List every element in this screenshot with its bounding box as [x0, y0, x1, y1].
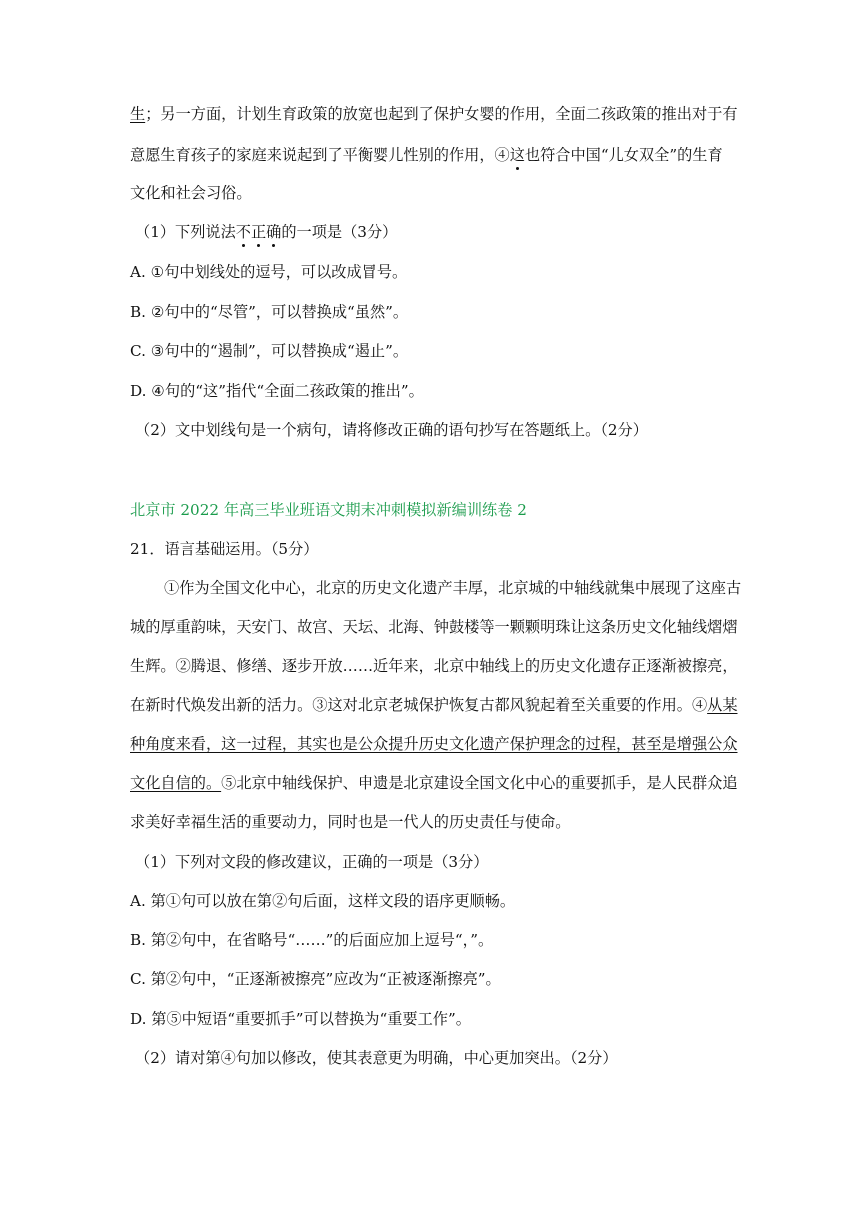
q21-option-c: C. 第②句中，“正逐渐被擦亮”应改为“正被逐渐擦亮”。: [130, 970, 501, 988]
question-21-1-stem: （1）下列对文段的修改建议，正确的一项是（3分）: [135, 853, 489, 871]
emphasis-dot-char: 正: [250, 223, 267, 241]
passage-line-1: 生；另一方面，计划生育政策的放宽也起到了保护女婴的作用，全面二孩政策的推出对于有: [130, 105, 738, 123]
emphasis-dot-char: 确: [266, 223, 282, 241]
q21-option-d: D. 第⑤中短语“重要抓手”可以替换为“重要工作”。: [130, 1010, 471, 1028]
passage-line-2: 意愿生育孩子的家庭来说起到了平衡婴儿性别的作用，④这也符合中国“儿女双全”的生育: [130, 146, 723, 164]
option-c: C. ③句中的“遏制”，可以替换成“遏止”。: [130, 342, 409, 360]
question-2-stem: （2）文中划线句是一个病句，请将修改正确的语句抄写在答题纸上。（2分）: [135, 421, 648, 439]
paragraph-line-3: 生辉。②腾退、修缮、逐步开放……近年来，北京中轴线上的历史文化遗存正逐渐被擦亮，: [130, 657, 738, 675]
section-title: 北京市 2022 年高三毕业班语文期末冲刺模拟新编训练卷 2: [130, 501, 527, 519]
paragraph-line-2: 城的厚重韵味，天安门、故宫、天坛、北海、钟鼓楼等一颗颗明珠让这条历史文化轴线熠熠: [130, 618, 738, 636]
paragraph-line-1: ①作为全国文化中心，北京的历史文化遗产丰厚，北京城的中轴线就集中展现了这座古: [164, 579, 742, 597]
paragraph-line-6: 文化自信的。⑤北京中轴线保护、申遗是北京建设全国文化中心的重要抓手，是人民群众追: [130, 774, 738, 792]
underlined-sentence: 文化自信的。: [130, 774, 222, 792]
q21-option-b: B. 第②句中，在省略号“……”的后面应加上逗号“，”。: [130, 931, 494, 949]
paragraph-line-7: 求美好幸福生活的重要动力，同时也是一代人的历史责任与使命。: [130, 813, 571, 831]
q21-option-a: A. 第①句可以放在第②句后面，这样文段的语序更顺畅。: [130, 892, 516, 910]
question-21-header: 21．语言基础运用。（5分）: [130, 540, 319, 558]
emphasis-dot-char: 这: [509, 146, 525, 164]
question-21-2-stem: （2）请对第④句加以修改，使其表意更为明确，中心更加突出。（2分）: [135, 1049, 618, 1067]
option-d: D. ④句的“这”指代“全面二孩政策的推出”。: [130, 382, 424, 400]
option-b: B. ②句中的“尽管”，可以替换成“虽然”。: [130, 303, 409, 321]
emphasis-dot-char: 不: [235, 223, 251, 241]
paragraph-line-4: 在新时代焕发出新的活力。③这对北京老城保护恢复古都风貌起着至关重要的作用。④从某: [130, 696, 738, 714]
passage-line-3: 文化和社会习俗。: [130, 184, 252, 202]
option-a: A. ①句中划线处的逗号，可以改成冒号。: [130, 263, 408, 281]
question-1-stem: （1）下列说法不正确的一项是（3分）: [135, 223, 398, 241]
underlined-sentence: 从某: [707, 696, 738, 714]
paragraph-line-5-underlined: 种角度来看，这一过程，其实也是公众提升历史文化遗产保护理念的过程，甚至是增强公众: [130, 735, 738, 753]
underlined-text: 生: [130, 105, 146, 123]
